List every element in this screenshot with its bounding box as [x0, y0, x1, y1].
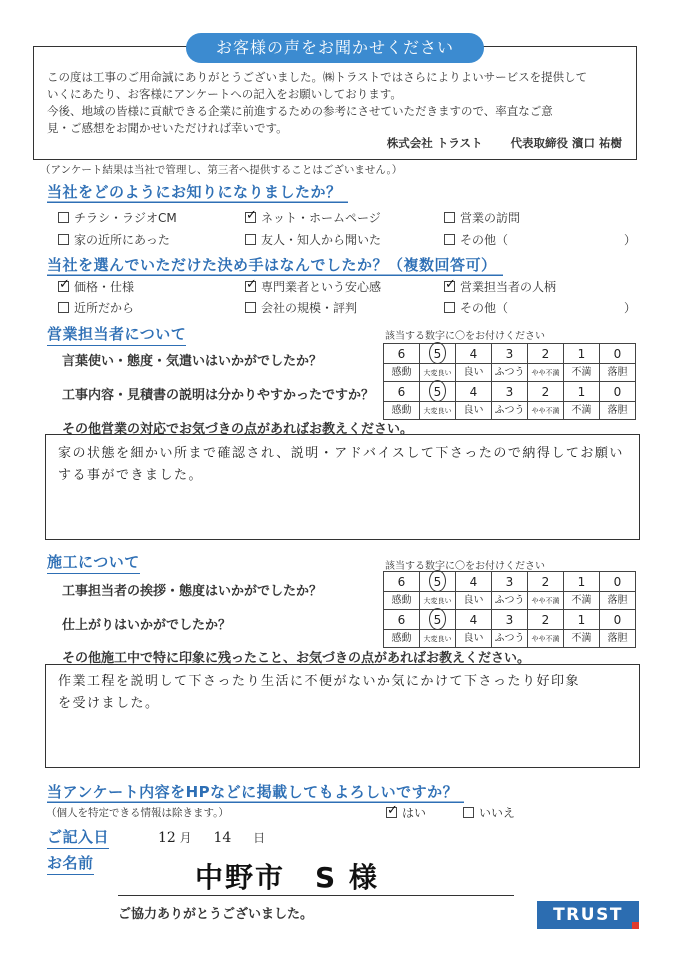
construction-question-1: 工事担当者の挨拶・態度はいかがでしたか？	[62, 584, 323, 599]
rating-option[interactable]: 6	[384, 572, 420, 592]
rating-label: ふつう	[492, 630, 528, 648]
checkbox-checked[interactable]	[386, 807, 397, 818]
publish-no-option[interactable]: いいえ	[463, 804, 515, 821]
q1-option[interactable]: 営業の訪問	[444, 209, 520, 226]
intro-line: 今後、地域の皆様に貢献できる企業に前進するための参考にさせていただきますので、率直なご意	[47, 104, 553, 118]
scale-caption: 該当する数字に〇をお付けください	[385, 331, 545, 342]
intro-line: いくにあたり、お客様にアンケートへの記入をお願いしております。	[47, 87, 402, 101]
rating-option[interactable]: 2	[528, 344, 564, 364]
circle-mark	[429, 608, 446, 630]
rating-label: ふつう	[492, 402, 528, 420]
rating-label: 良い	[456, 630, 492, 648]
rating-option[interactable]: 2	[528, 610, 564, 630]
rating-option[interactable]: 0	[600, 572, 636, 592]
rating-option[interactable]: 0	[600, 382, 636, 402]
checkbox-checked[interactable]	[245, 212, 256, 223]
rating-option[interactable]: 3	[492, 382, 528, 402]
publish-note: （個人を特定できる情報は除きます。）	[46, 807, 229, 819]
intro-line: 見・ご感想をお聞かせいただければ幸いです。	[47, 121, 288, 135]
q1-option[interactable]: その他（	[444, 231, 508, 248]
entry-date-field[interactable]	[158, 829, 265, 846]
rating-option[interactable]: 4	[456, 572, 492, 592]
rating-label: 不満	[564, 364, 600, 382]
rating-option[interactable]: 3	[492, 572, 528, 592]
rating-option-selected[interactable]: 5	[420, 572, 456, 592]
rating-option[interactable]: 2	[528, 382, 564, 402]
rating-label: 大変良い	[420, 364, 456, 382]
publish-title: 当アンケート内容をHPなどに掲載してもよろしいですか？	[47, 781, 464, 803]
comment-line: する事ができました。	[58, 468, 204, 483]
circle-mark	[429, 342, 446, 364]
rating-label: やや不満	[528, 630, 564, 648]
q1-option[interactable]: 友人・知人から聞いた	[245, 231, 381, 248]
thanks-message: ご協力ありがとうございました。	[118, 907, 314, 922]
sales-comment-box[interactable]	[45, 434, 640, 540]
checkbox[interactable]	[58, 212, 69, 223]
rating-label: 不満	[564, 592, 600, 610]
rating-option-selected[interactable]: 5	[420, 382, 456, 402]
trust-logo: TRUST	[537, 901, 639, 929]
rating-label: 大変良い	[420, 592, 456, 610]
q2-option[interactable]: ✓ 専門業者という安心感	[245, 278, 381, 295]
construction-comment-prompt: その他施工中で特に印象に残ったこと、お気づきの点があればお教えください。	[62, 651, 531, 666]
rating-scale-sales	[383, 343, 636, 420]
q1-option[interactable]: ✓ ネット・ホームページ	[245, 209, 381, 226]
q1-option[interactable]: 家の近所にあった	[58, 231, 170, 248]
rating-option-selected[interactable]: 5	[420, 610, 456, 630]
rating-label: 感動	[384, 364, 420, 382]
intro-line: この度は工事のご用命誠にありがとうございました。㈱トラストではさらによりよいサービスを提供して	[47, 70, 588, 84]
rating-option[interactable]: 1	[564, 610, 600, 630]
checkbox[interactable]	[463, 807, 474, 818]
entry-date-label: ご記入日	[47, 826, 109, 849]
q1-close-paren: ）	[624, 233, 637, 247]
checkbox-checked[interactable]	[444, 281, 455, 292]
sales-comment-prompt: その他営業の対応でお気づきの点があればお教えください。	[62, 422, 414, 437]
rating-label: 落胆	[600, 402, 636, 420]
rating-label: 良い	[456, 592, 492, 610]
customer-name: 中野市 S 様	[195, 861, 379, 894]
comment-line: を受けました。	[58, 696, 160, 711]
checkbox[interactable]	[245, 234, 256, 245]
name-label: お名前	[47, 852, 94, 875]
rating-label: 良い	[456, 402, 492, 420]
privacy-note: （アンケート結果は当社で管理し、第三者へ提供することはございません。）	[40, 164, 403, 176]
checkbox-checked[interactable]	[58, 281, 69, 292]
entry-day: 14	[213, 830, 232, 846]
checkbox-checked[interactable]	[245, 281, 256, 292]
rating-option[interactable]: 3	[492, 344, 528, 364]
rating-label: やや不満	[528, 402, 564, 420]
rating-option[interactable]: 4	[456, 610, 492, 630]
rating-option[interactable]: 0	[600, 610, 636, 630]
q2-close-paren: ）	[624, 301, 637, 315]
intro-box	[33, 46, 637, 160]
rating-label: 落胆	[600, 592, 636, 610]
representative-name: 代表取締役 濱口 祐樹	[510, 136, 622, 150]
construction-comment-text	[58, 671, 633, 715]
rating-label: ふつう	[492, 364, 528, 382]
page-title: お客様の声をお聞かせください	[186, 33, 484, 63]
name-underline	[118, 895, 514, 896]
rating-option[interactable]: 2	[528, 572, 564, 592]
rating-option[interactable]: 1	[564, 572, 600, 592]
checkbox[interactable]	[58, 302, 69, 313]
q2-option[interactable]: 会社の規模・評判	[245, 299, 357, 316]
checkbox[interactable]	[58, 234, 69, 245]
q2-title: 当社を選んでいただけた決め手はなんでしたか？（複数回答可）	[47, 254, 503, 276]
rating-label: 落胆	[600, 630, 636, 648]
checkbox[interactable]	[444, 234, 455, 245]
rating-label: 大変良い	[420, 402, 456, 420]
rating-label: 感動	[384, 402, 420, 420]
construction-section-title: 施工について	[47, 551, 140, 574]
sales-question-2: 工事内容・見積書の説明は分かりやすかったですか？	[62, 388, 375, 403]
rating-option-selected[interactable]: 5	[420, 344, 456, 364]
q1-title: 当社をどのようにお知りになりましたか？	[47, 181, 348, 203]
rating-label: ふつう	[492, 592, 528, 610]
rating-option[interactable]: 1	[564, 344, 600, 364]
rating-label: 感動	[384, 630, 420, 648]
checkbox[interactable]	[444, 302, 455, 313]
rating-option[interactable]: 6	[384, 382, 420, 402]
scale-caption: 該当する数字に〇をお付けください	[385, 561, 545, 572]
month-unit: 月	[179, 831, 192, 845]
q2-option[interactable]: 近所だから	[58, 299, 134, 316]
sales-comment-text	[58, 443, 633, 487]
sales-question-1: 言葉使い・態度・気遣いはいかがでしたか？	[62, 354, 323, 369]
rating-label: やや不満	[528, 364, 564, 382]
q1-option[interactable]: チラシ・ラジオCM	[58, 209, 177, 226]
q2-option[interactable]: ✓ 営業担当者の人柄	[444, 278, 556, 295]
construction-question-2: 仕上がりはいかがでしたか？	[62, 618, 232, 633]
q2-option[interactable]: その他（	[444, 299, 508, 316]
rating-label: 不満	[564, 402, 600, 420]
circle-mark	[429, 380, 446, 402]
q2-option[interactable]: ✓価格・仕様	[58, 278, 134, 295]
construction-comment-box[interactable]	[45, 664, 640, 768]
comment-line: 家の状態を細かい所まで確認され、説明・アドバイスして下さったので納得してお願い	[58, 446, 624, 461]
rating-label: 大変良い	[420, 630, 456, 648]
entry-month: 12	[158, 830, 176, 846]
checkbox[interactable]	[245, 302, 256, 313]
rating-label: 感動	[384, 592, 420, 610]
rating-option[interactable]: 6	[384, 610, 420, 630]
comment-line: 作業工程を説明して下さったり生活に不便がないか気にかけて下さったり好印象	[58, 674, 581, 689]
rating-option[interactable]: 4	[456, 382, 492, 402]
company-name: 株式会社 トラスト	[386, 136, 483, 150]
rating-option[interactable]: 1	[564, 382, 600, 402]
rating-label: 落胆	[600, 364, 636, 382]
intro-text	[47, 69, 625, 137]
rating-option[interactable]: 4	[456, 344, 492, 364]
publish-yes-option[interactable]: ✓ はい	[386, 804, 426, 821]
signature	[359, 135, 622, 151]
rating-label: やや不満	[528, 592, 564, 610]
checkbox[interactable]	[444, 212, 455, 223]
rating-label: 良い	[456, 364, 492, 382]
circle-mark	[429, 570, 446, 592]
rating-option[interactable]: 3	[492, 610, 528, 630]
rating-option[interactable]: 6	[384, 344, 420, 364]
sales-section-title: 営業担当者について	[47, 323, 186, 346]
day-unit: 日	[253, 831, 266, 845]
rating-option[interactable]: 0	[600, 344, 636, 364]
rating-label: 不満	[564, 630, 600, 648]
rating-scale-construction	[383, 571, 636, 648]
